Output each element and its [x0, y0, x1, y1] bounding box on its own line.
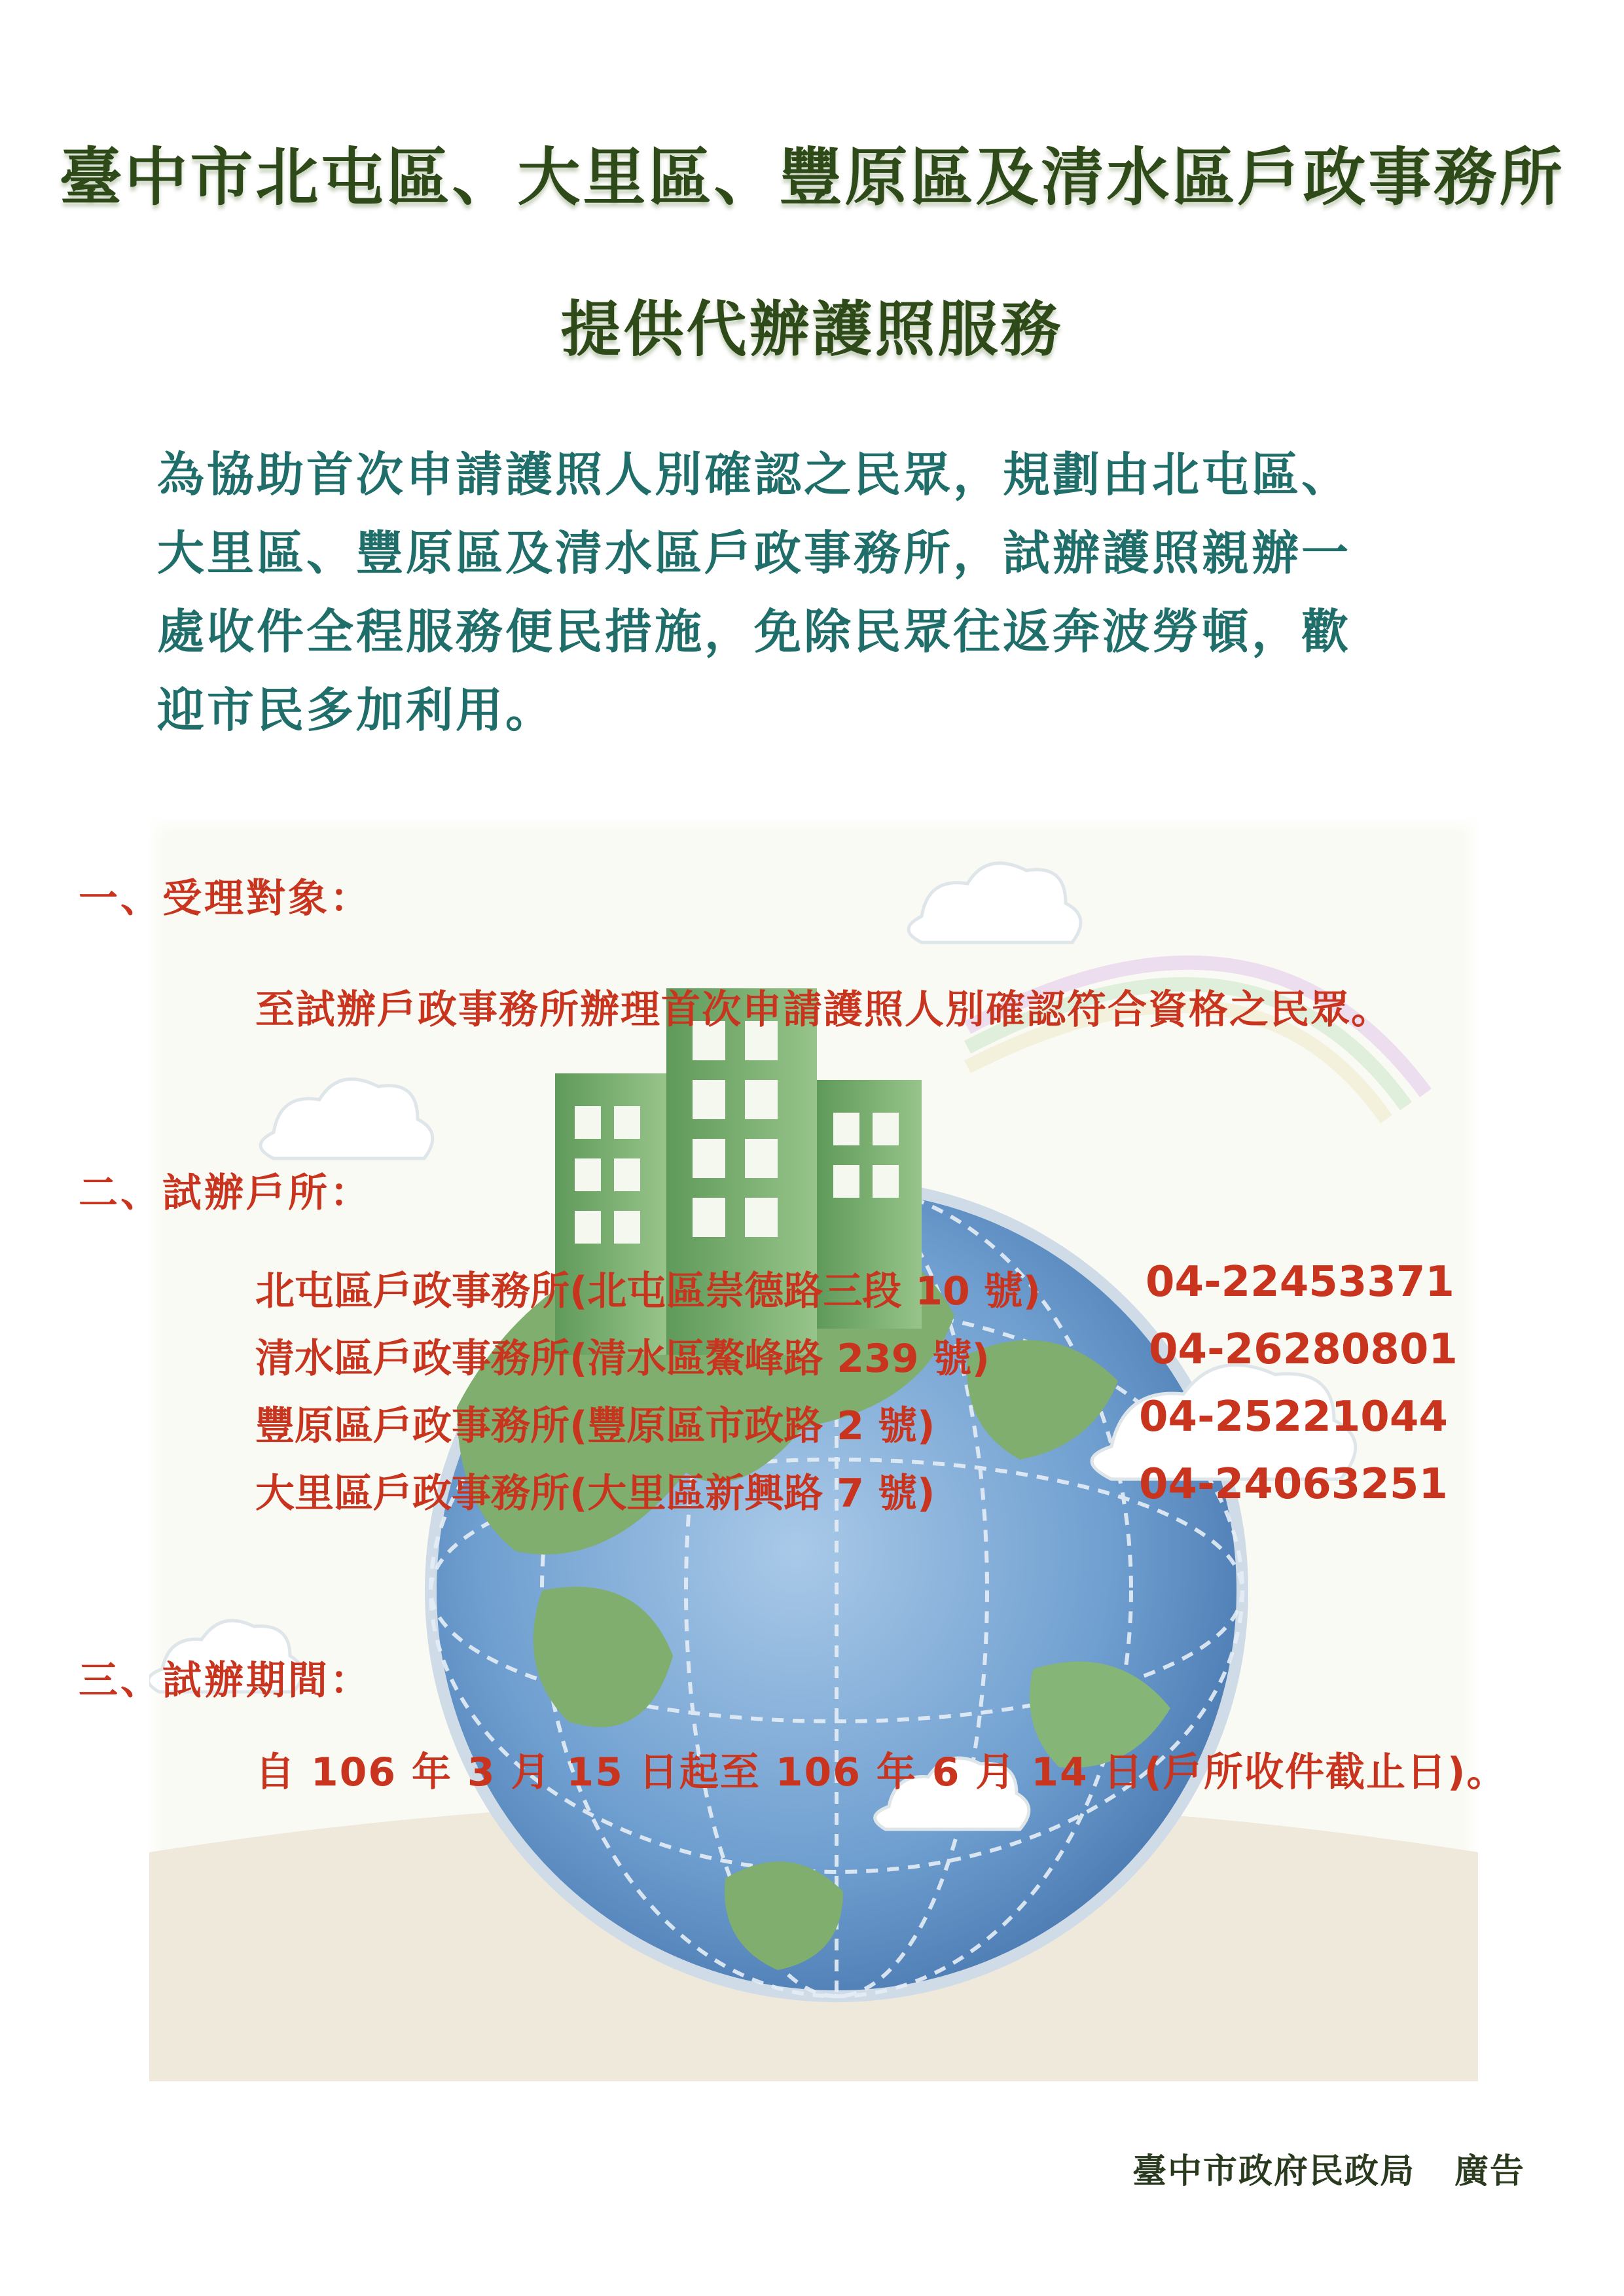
- section-period-body: 自 106 年 3 月 15 日起至 106 年 6 月 14 日(戶所收件截止日)。: [255, 1749, 1507, 1795]
- section-target-body: 至試辦戶政事務所辦理首次申請護照人別確認符合資格之民眾。: [255, 987, 1392, 1033]
- page-title: 臺中市北屯區、大里區、豐原區及清水區戶政事務所: [59, 141, 1565, 214]
- page-subtitle: 提供代辦護照服務: [560, 295, 1064, 365]
- office-phone: 04-26280801: [1149, 1325, 1458, 1374]
- footer: [1132, 2144, 1525, 2193]
- section-period-heading: 三、試辦期間：: [79, 1658, 372, 1704]
- section-target-heading: 一、受理對象：: [79, 876, 372, 922]
- office-name: 北屯區戶政事務所(北屯區崇德路三段 10 號): [255, 1268, 1041, 1314]
- intro-line: 為協助首次申請護照人別確認之民眾，規劃由北屯區、: [157, 447, 1352, 502]
- footer-org: 臺中市政府民政局: [1132, 2152, 1416, 2191]
- intro-paragraph: [157, 435, 1492, 749]
- office-name: 大里區戶政事務所(大里區新興路 7 號): [255, 1471, 935, 1516]
- intro-line: 大里區、豐原區及清水區戶政事務所，試辦護照親辦一: [157, 526, 1352, 581]
- intro-line: 處收件全程服務便民措施，免除民眾往返奔波勞頓，歡: [157, 604, 1352, 659]
- office-name: 豐原區戶政事務所(豐原區市政路 2 號): [255, 1403, 935, 1449]
- office-phone: 04-25221044: [1139, 1393, 1448, 1441]
- section-offices-heading: 二、試辦戶所：: [79, 1170, 372, 1216]
- office-phone: 04-22453371: [1146, 1258, 1454, 1306]
- footer-label: 廣告: [1454, 2152, 1526, 2191]
- office-phone: 04-24063251: [1139, 1460, 1448, 1509]
- office-name: 清水區戶政事務所(清水區鰲峰路 239 號): [255, 1336, 990, 1382]
- intro-line: 迎市民多加利用。: [157, 683, 556, 738]
